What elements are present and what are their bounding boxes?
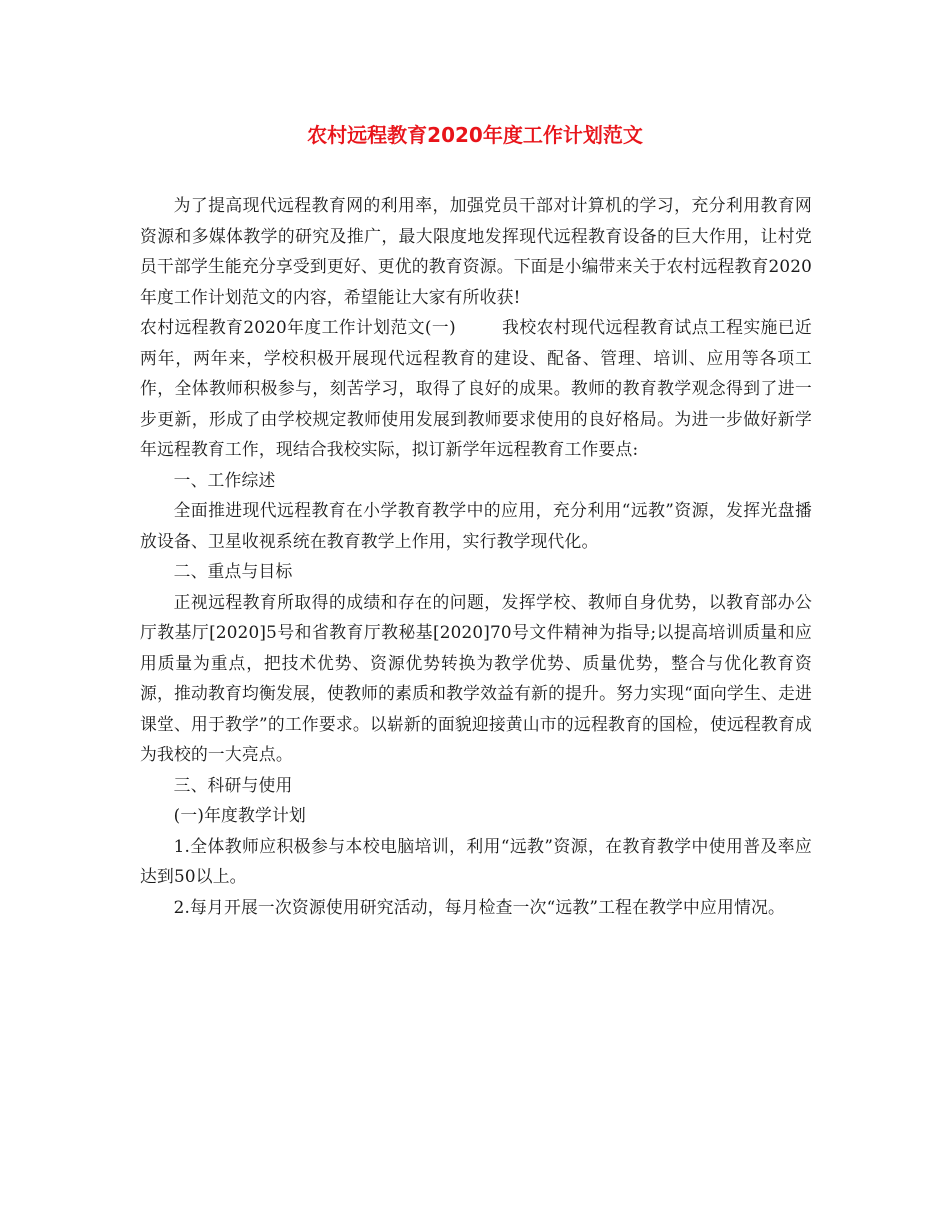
section1-heading: 农村远程教育2020年度工作计划范文(一) <box>140 317 456 337</box>
document-title: 农村远程教育2020年度工作计划范文 <box>307 123 643 147</box>
document-body <box>140 190 812 922</box>
paragraph-item-2: 2.每月开展一次资源使用研究活动，每月检查一次“远教”工程在教学中应用情况。 <box>173 896 785 917</box>
section1-paragraph <box>140 312 812 465</box>
heading-work-summary: 一、工作综述 <box>173 469 276 490</box>
paragraph-focus-goals: 正视远程教育所取得的成绩和存在的问题，发挥学校、教师自身优势，以教育部办公厅教基厅[2020]5号和省教育厅教秘基[2020]70号文件精神为指导;以提高培训质量和应用质量为重点，把技术优势、资源优势转换为教学优势、质量优势，整合与优化教育资源，推动教育均衡发展，使教师的素质和教学效益有新的提升。努力实现“面向学生、走进课堂、用于教学”的工作要求。以崭新的面貌迎接黄山市的远程教育的国检，使远程教育成为我校的一大亮点。 <box>140 591 812 764</box>
intro-paragraph: 为了提高现代远程教育网的利用率，加强党员干部对计算机的学习，充分利用教育网资源和多媒体教学的研究及推广，最大限度地发挥现代远程教育设备的巨大作用，让村党员干部学生能充分享受到更好、更优的教育资源。下面是小编带来关于农村远程教育2020年度工作计划范文的内容，希望能让大家有所收获! <box>140 195 812 307</box>
heading-annual-plan: (一)年度教学计划 <box>173 805 306 825</box>
heading-research-use: 三、科研与使用 <box>173 774 293 795</box>
heading-focus-goals: 二、重点与目标 <box>173 561 293 581</box>
section1-text: 我校农村现代远程教育试点工程实施已近两年，两年来，学校积极开展现代远程教育的建设、配备、管理、培训、应用等各项工作，全体教师积极参与，刻苦学习，取得了良好的成果。教师的教育教学观念得到了进一步更新，形成了由学校规定教师使用发展到教师要求使用的良好格局。为进一步做好新学年远程教育工作，现结合我校实际，拟订新学年远程教育工作要点: <box>140 317 812 459</box>
paragraph-work-summary: 全面推进现代远程教育在小学教育教学中的应用，充分利用“远教”资源，发挥光盘播放设备、卫星收视系统在教育教学上作用，实行教学现代化。 <box>140 500 812 551</box>
paragraph-item-1: 1.全体教师应积极参与本校电脑培训，利用“远教”资源，在教育教学中使用普及率应达到50以上。 <box>140 835 812 886</box>
